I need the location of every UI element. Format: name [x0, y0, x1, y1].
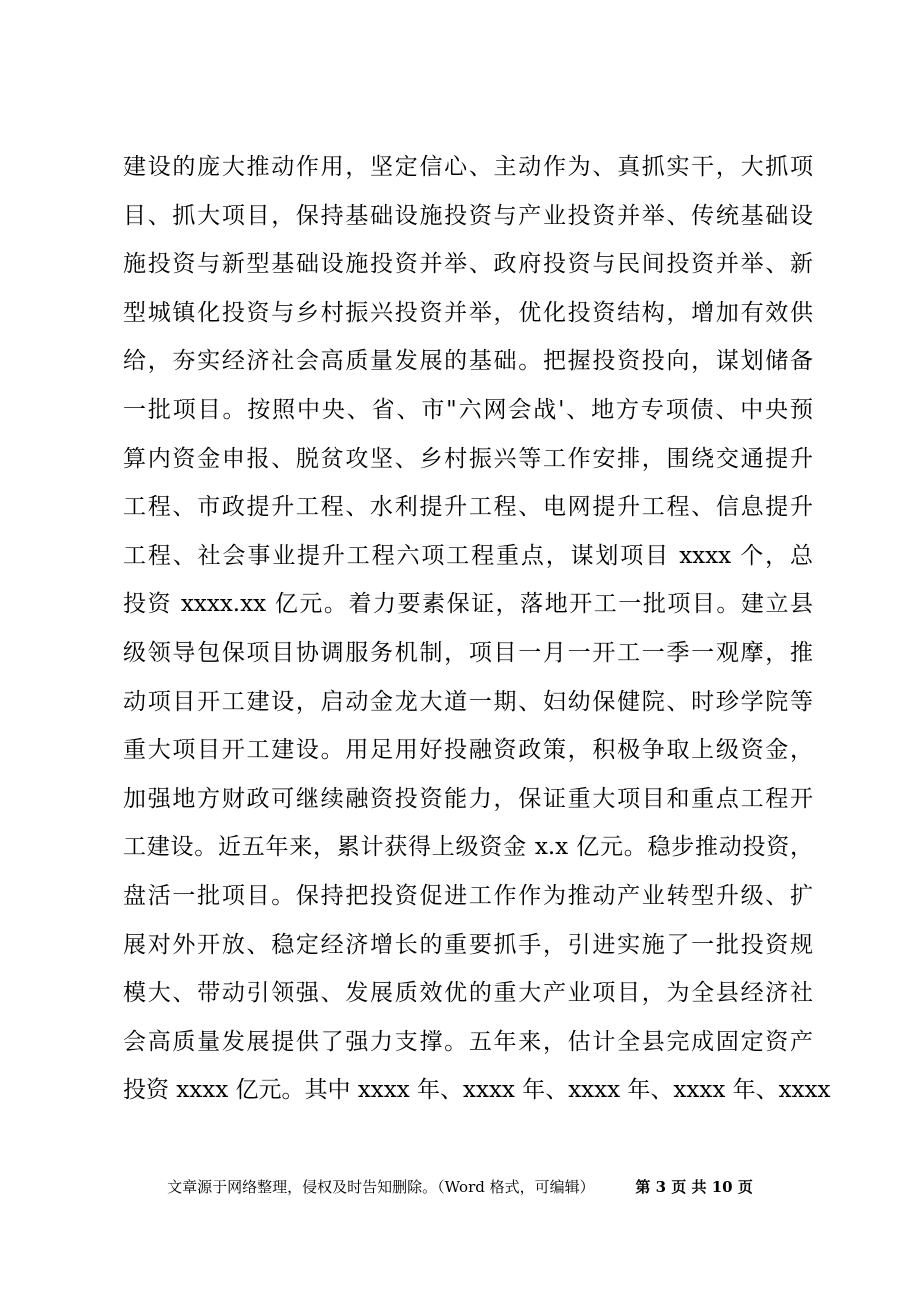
text-line: 工程、市政提升工程、水利提升工程、电网提升工程、信息提升 [123, 494, 813, 521]
text-line: 展对外开放、稳定经济增长的重要抓手，引进实施了一批投资规 [123, 931, 813, 958]
page-footer [0, 1176, 920, 1197]
source-note: 文章源于网络整理，侵权及时告知删除。（Word 格式，可编辑） [167, 1178, 595, 1196]
text-line: 算内资金申报、脱贫攻坚、乡村振兴等工作安排，围绕交通提升 [123, 445, 813, 472]
text-line: 模大、带动引领强、发展质效优的重大产业项目，为全县经济社 [123, 980, 813, 1007]
text-line: 型城镇化投资与乡村振兴投资并举，优化投资结构，增加有效供 [123, 299, 813, 326]
text-line: 建设的庞大推动作用，坚定信心、主动作为、真抓实干，大抓项 [123, 154, 813, 180]
text-line: 级领导包保项目协调服务机制，项目一月一开工一季一观摩，推 [123, 639, 813, 666]
text-line: 目、抓大项目，保持基础设施投资与产业投资并举、传统基础设 [123, 202, 813, 229]
text-line: 工建设。近五年来，累计获得上级资金 x.x 亿元。稳步推动投资， [123, 834, 813, 861]
text-line: 给，夯实经济社会高质量发展的基础。把握投资投向，谋划储备 [123, 348, 813, 375]
text-line: 工程、社会事业提升工程六项工程重点，谋划项目 xxxx 个，总 [123, 542, 813, 569]
text-line: 会高质量发展提供了强力支撑。五年来，估计全县完成固定资产 [123, 1028, 813, 1055]
text-line: 重大项目开工建设。用足用好投融资政策，积极争取上级资金， [123, 737, 813, 764]
text-line: 投资 xxxx 亿元。其中 xxxx 年、xxxx 年、xxxx 年、xxxx 年、xxxx [123, 1077, 831, 1104]
text-line: 施投资与新型基础设施投资并举、政府投资与民间投资并举、新 [123, 251, 813, 278]
text-line: 投资 xxxx.xx 亿元。着力要素保证，落地开工一批项目。建立县 [123, 591, 813, 618]
text-line: 盘活一批项目。保持把投资促进工作作为推动产业转型升级、扩 [123, 882, 813, 909]
text-line: 加强地方财政可继续融资投资能力，保证重大项目和重点工程开 [123, 785, 813, 812]
page-number: 第 3 页 共 10 页 [635, 1178, 753, 1196]
text-line: 动项目开工建设，启动金龙大道一期、妇幼保健院、时珍学院等 [123, 688, 813, 715]
text-line: 一批项目。按照中央、省、市"六网会战'、地方专项债、中央预 [123, 396, 813, 423]
body-paragraph [123, 143, 831, 1115]
